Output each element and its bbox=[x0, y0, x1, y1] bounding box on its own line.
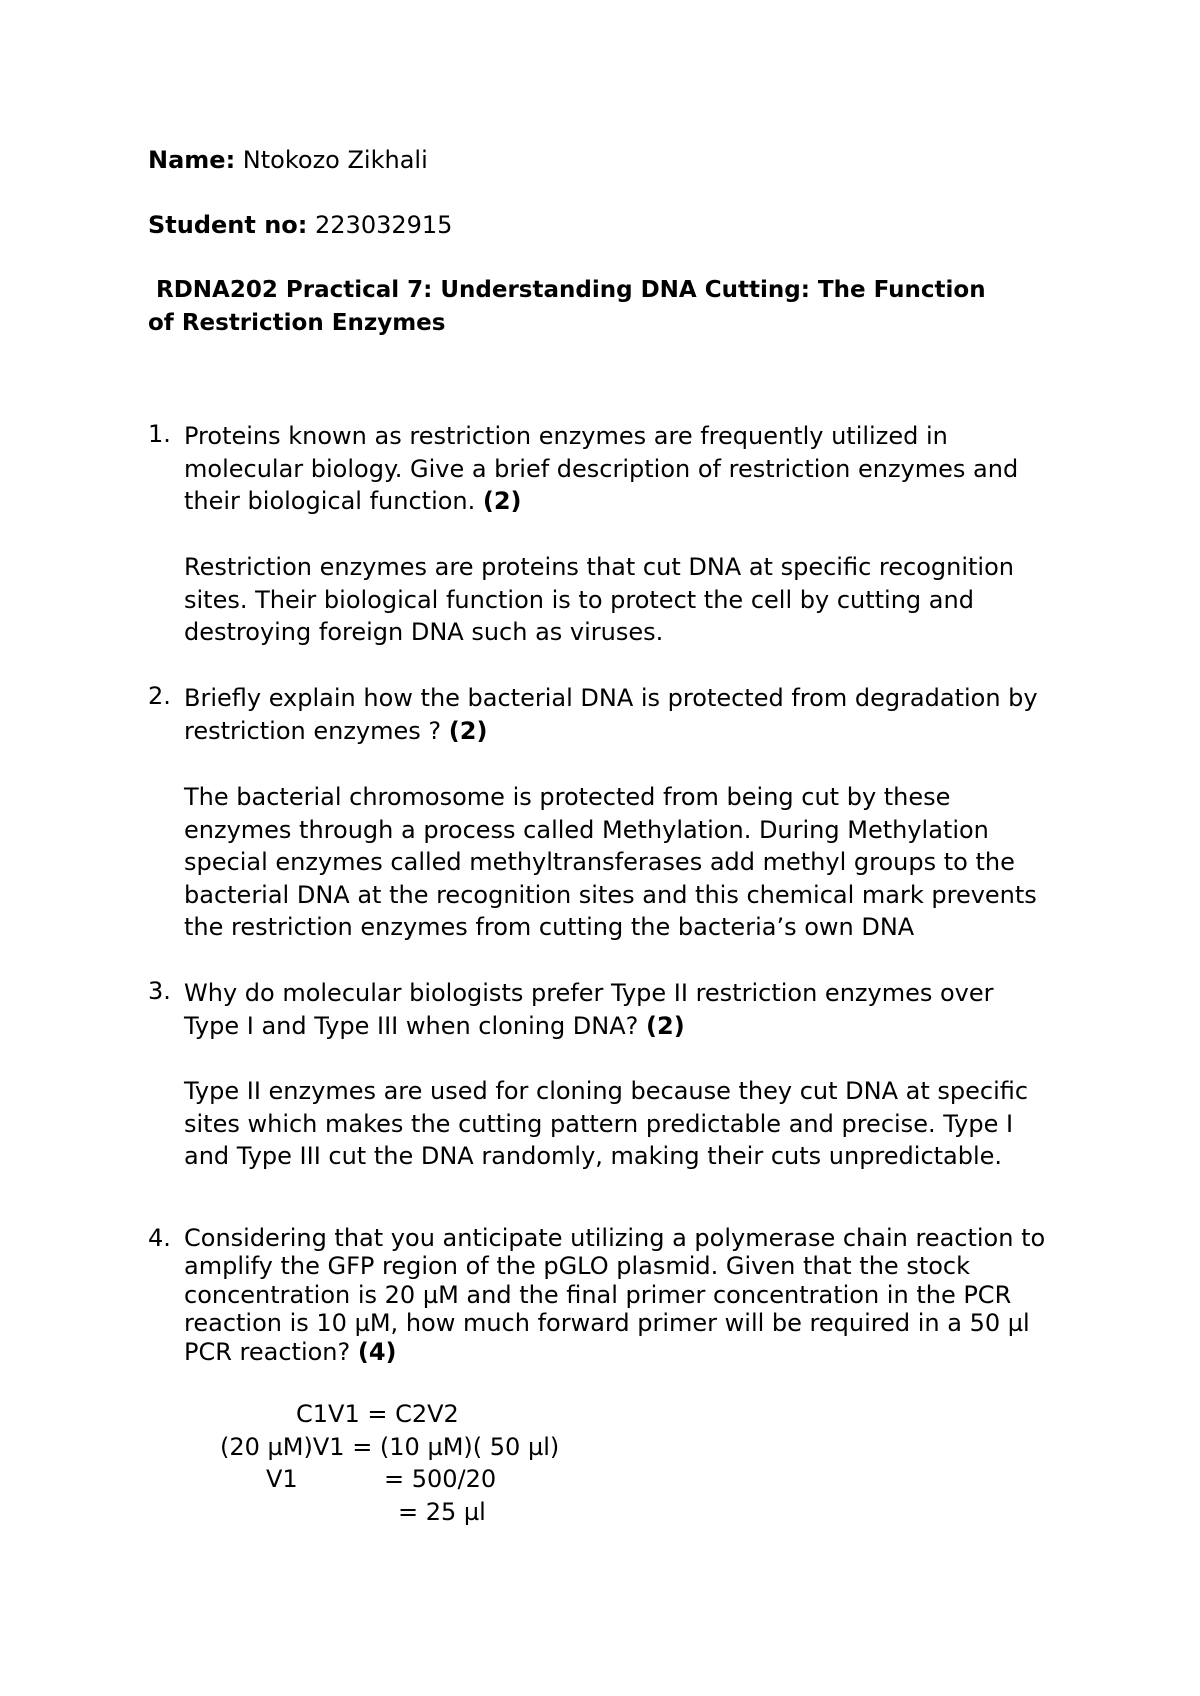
answer-1-line: Restriction enzymes are proteins that cut DNA at specific recognition bbox=[184, 553, 1014, 581]
question-4-number: 4. bbox=[148, 1224, 171, 1252]
answer-1-line: destroying foreign DNA such as viruses. bbox=[184, 618, 664, 646]
answer-1-line: sites. Their biological function is to protect the cell by cutting and bbox=[184, 585, 974, 614]
answer-2 bbox=[184, 781, 1037, 944]
answer-2-line: bacterial DNA at the recognition sites and this chemical mark prevents bbox=[184, 880, 1037, 909]
question-2-line: Briefly explain how the bacterial DNA is protected from degradation by bbox=[184, 684, 1038, 712]
question-4-line: Considering that you anticipate utilizing a polymerase chain reaction to bbox=[184, 1224, 1046, 1252]
answer-2-line: special enzymes called methyltransferases add methyl groups to the bbox=[184, 848, 1015, 876]
question-1-line: Proteins known as restriction enzymes are frequently utilized in bbox=[184, 422, 948, 450]
question-4-line: amplify the GFP region of the pGLO plasmid. Given that the stock bbox=[184, 1252, 971, 1281]
question-4-line: PCR reaction? (4) bbox=[184, 1337, 397, 1366]
question-3-line: Type I and Type III when cloning DNA? (2) bbox=[184, 1011, 685, 1040]
student-number-label: Student no: bbox=[148, 211, 308, 239]
answer-3-line: Type II enzymes are used for cloning because they cut DNA at specific bbox=[184, 1077, 1029, 1105]
answer-2-line: The bacterial chromosome is protected from being cut by these bbox=[184, 783, 951, 811]
name-line bbox=[148, 144, 428, 176]
calculation-variable: V1 bbox=[266, 1465, 298, 1493]
answer-2-line: the restriction enzymes from cutting the bacteria’s own DNA bbox=[184, 913, 915, 941]
question-1-marks: (2) bbox=[482, 487, 522, 515]
answer-3-line: and Type III cut the DNA randomly, making their cuts unpredictable. bbox=[184, 1142, 1003, 1170]
question-2-number: 2. bbox=[148, 682, 171, 710]
answer-2-line: enzymes through a process called Methylation. During Methylation bbox=[184, 815, 989, 844]
question-2-marks: (2) bbox=[448, 716, 488, 745]
question-4-line: concentration is 20 µM and the final primer concentration in the PCR bbox=[184, 1280, 1012, 1309]
document-title-line-1: RDNA202 Practical 7: Understanding DNA Cutting: The Function bbox=[156, 277, 986, 303]
question-1 bbox=[148, 420, 1068, 518]
question-1-text bbox=[184, 420, 1068, 518]
question-1-line: their biological function. (2) bbox=[184, 487, 522, 515]
question-4-marks: (4) bbox=[357, 1337, 397, 1366]
question-2-text bbox=[184, 682, 1068, 747]
question-3-marks: (2) bbox=[646, 1011, 685, 1040]
question-3-number: 3. bbox=[148, 977, 171, 1005]
document-title-line-2: of Restriction Enzymes bbox=[148, 310, 446, 336]
question-4-text bbox=[184, 1224, 1068, 1366]
question-2 bbox=[148, 682, 1068, 747]
calculation-step: = 500/20 bbox=[384, 1465, 497, 1493]
answer-3-line: sites which makes the cutting pattern predictable and precise. Type I bbox=[184, 1109, 1014, 1138]
question-4 bbox=[148, 1224, 1068, 1366]
question-1-number: 1. bbox=[148, 420, 171, 448]
question-2-line: restriction enzymes ? (2) bbox=[184, 716, 488, 745]
answer-3 bbox=[184, 1075, 1028, 1173]
question-3-line: Why do molecular biologists prefer Type II restriction enzymes over bbox=[184, 979, 994, 1007]
calculation-substitution: (20 µM)V1 = (10 µM)( 50 µl) bbox=[220, 1433, 560, 1461]
name-value: Ntokozo Zikhali bbox=[235, 146, 428, 174]
calculation-formula: C1V1 = C2V2 bbox=[296, 1400, 459, 1428]
student-number-value: 223032915 bbox=[307, 211, 453, 239]
answer-1 bbox=[184, 551, 1014, 649]
question-3 bbox=[148, 977, 1068, 1042]
student-number-line bbox=[148, 209, 452, 241]
question-3-text bbox=[184, 977, 1068, 1042]
calculation-result: = 25 µl bbox=[398, 1498, 486, 1526]
question-1-line: molecular biology. Give a brief description of restriction enzymes and bbox=[184, 454, 1019, 483]
name-label: Name: bbox=[148, 146, 236, 174]
question-4-line: reaction is 10 µM, how much forward primer will be required in a 50 µl bbox=[184, 1309, 1030, 1338]
